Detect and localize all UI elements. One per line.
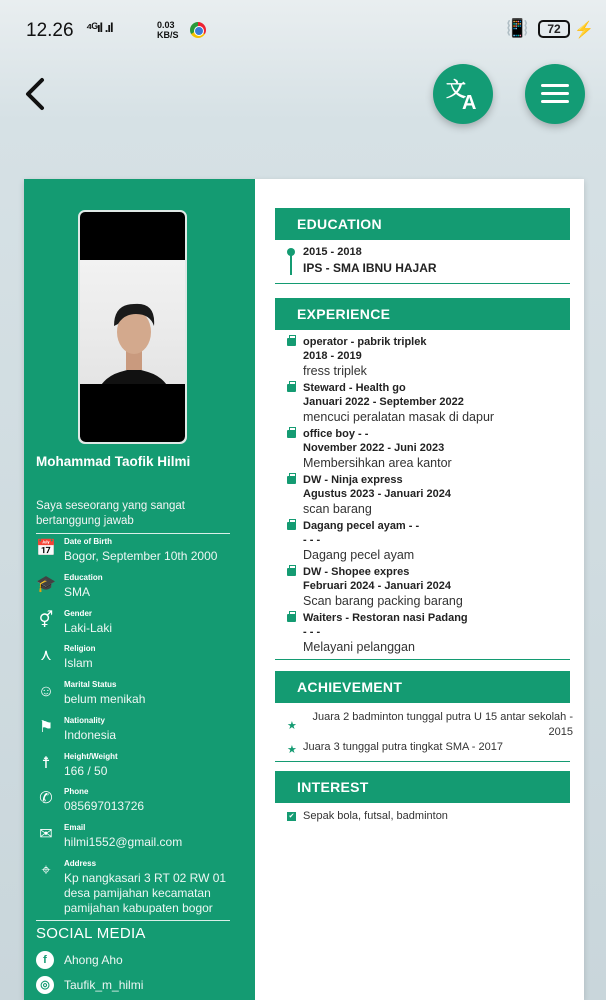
social-media-title: SOCIAL MEDIA: [36, 925, 146, 942]
network-speed: [157, 20, 179, 40]
chevron-left-icon: [20, 74, 54, 114]
hamburger-icon: [541, 84, 569, 87]
status-bar: [0, 0, 606, 60]
info-value: Indonesia: [64, 728, 117, 742]
info-label: Education: [64, 573, 103, 582]
info-value: hilmi1552@gmail.com: [64, 835, 183, 849]
network-speed-value: 0.03: [157, 20, 175, 30]
divider: [36, 920, 230, 921]
info-value: Kp nangkasari 3 RT 02 RW 01 desa pamijahan kecamatan pamijahan kabupaten bogor: [64, 871, 227, 915]
hamburger-icon-bar: [541, 100, 569, 103]
hamburger-icon-bar: [541, 92, 569, 95]
cv-document: [24, 179, 584, 1000]
marital-status-icon: ☺: [37, 683, 55, 700]
info-label: Address: [64, 859, 97, 868]
experience-period: November 2022 - Juni 2023: [303, 442, 445, 454]
info-label: Email: [64, 823, 86, 832]
info-value: Islam: [64, 656, 93, 670]
briefcase-icon: [287, 430, 296, 438]
signal-icon: ⁴ᴳıl .ıl: [86, 20, 113, 35]
section-divider: [275, 283, 570, 284]
battery-level: 72: [538, 20, 570, 38]
divider: [36, 533, 230, 534]
education-years: 2015 - 2018: [303, 246, 362, 258]
experience-desc: mencuci peralatan masak di dapur: [303, 410, 495, 424]
photo-frame-bottom: [80, 384, 185, 442]
info-label: Gender: [64, 609, 93, 618]
info-label: Religion: [64, 644, 96, 653]
experience-heading: EXPERIENCE: [275, 298, 570, 330]
info-value: SMA: [64, 585, 91, 599]
social-handle: Ahong Aho: [64, 953, 123, 967]
calendar-icon: 📅: [36, 540, 56, 557]
star-icon: ★: [287, 720, 297, 732]
info-label: Height/Weight: [64, 752, 118, 761]
info-nationality: [36, 716, 246, 750]
back-button[interactable]: [20, 74, 54, 114]
person-icon: ☨: [41, 755, 51, 772]
info-date-of-birth: [36, 537, 246, 571]
info-gender: [36, 609, 246, 643]
info-email: [36, 823, 246, 857]
info-religion: [36, 644, 246, 678]
network-speed-unit: KB/S: [157, 30, 179, 40]
svg-text:文: 文: [446, 79, 466, 101]
experience-title: office boy - -: [303, 428, 369, 440]
info-marital-status: [36, 680, 246, 714]
achievement-heading: ACHIEVEMENT: [275, 671, 570, 703]
cv-sidebar: [24, 179, 255, 1000]
experience-title: Dagang pecel ayam - -: [303, 520, 420, 532]
briefcase-icon: [287, 338, 296, 346]
info-value: Bogor, September 10th 2000: [64, 549, 218, 563]
briefcase-icon: [287, 384, 296, 392]
star-icon: ★: [287, 744, 297, 756]
profile-summary: Saya seseorang yang sangat bertanggung jawab: [36, 500, 185, 527]
info-label: Date of Birth: [64, 537, 112, 546]
svg-text:A: A: [462, 92, 477, 114]
timeline-line: [290, 251, 292, 275]
info-value: Laki-Laki: [64, 621, 113, 635]
experience-period: Agustus 2023 - Januari 2024: [303, 488, 451, 500]
experience-title: DW - Ninja express: [303, 474, 403, 486]
chrome-icon: [190, 22, 206, 38]
achievement-item: Juara 3 tunggal putra tingkat SMA - 2017: [303, 741, 503, 753]
experience-title: Steward - Health go: [303, 382, 406, 394]
section-divider: [275, 761, 570, 762]
info-height-weight: [36, 752, 246, 786]
location-icon: ⌖: [41, 862, 51, 879]
info-label: Phone: [64, 787, 89, 796]
info-label: Marital Status: [64, 680, 117, 689]
experience-title: DW - Shopee expres: [303, 566, 410, 578]
education-school: IPS - SMA IBNU HAJAR: [303, 261, 437, 275]
experience-desc: Membersihkan area kantor: [303, 456, 452, 470]
flag-icon: ⚑: [38, 719, 54, 736]
education-heading: EDUCATION: [275, 208, 570, 240]
cv-main: [255, 179, 584, 1000]
interest-heading: INTEREST: [275, 771, 570, 803]
person-name: Mohammad Taofik Hilmi: [36, 454, 191, 469]
photo-redaction: [80, 212, 185, 260]
experience-period: Februari 2024 - Januari 2024: [303, 580, 451, 592]
info-address: [36, 859, 246, 917]
status-time: 12.26: [26, 20, 74, 41]
experience-desc: Scan barang packing barang: [303, 594, 463, 608]
vibrate-mute-icon: 📳: [506, 18, 529, 38]
briefcase-icon: [287, 568, 296, 576]
social-handle: Taufik_m_hilmi: [64, 978, 144, 992]
graduation-cap-icon: 🎓: [36, 576, 56, 593]
profile-photo: [78, 210, 187, 444]
info-value: 166 / 50: [64, 764, 108, 778]
instagram-icon: ◎: [36, 976, 54, 994]
facebook-icon: f: [36, 951, 54, 969]
menu-button[interactable]: [525, 64, 585, 124]
briefcase-icon: [287, 522, 296, 530]
checkbox-icon: ✔: [288, 813, 295, 820]
experience-desc: scan barang: [303, 502, 372, 516]
info-education: [36, 573, 246, 607]
info-value: belum menikah: [64, 692, 146, 706]
info-label: Nationality: [64, 716, 105, 725]
experience-period: Januari 2022 - September 2022: [303, 396, 464, 408]
info-value: 085697013726: [64, 799, 145, 813]
experience-period: - - -: [303, 534, 321, 546]
section-divider: [275, 659, 570, 660]
email-icon: ✉: [39, 826, 53, 843]
translate-icon: [433, 64, 493, 124]
briefcase-icon: [287, 614, 296, 622]
experience-title: operator - pabrik triplek: [303, 336, 427, 348]
phone-icon: ✆: [39, 790, 53, 807]
charging-icon: ⚡: [574, 22, 594, 39]
experience-desc: Melayani pelanggan: [303, 640, 415, 654]
experience-period: - - -: [303, 626, 321, 638]
experience-desc: fress triplek: [303, 364, 367, 378]
experience-period: 2018 - 2019: [303, 350, 362, 362]
gender-icon: ⚥: [38, 612, 54, 629]
translate-button[interactable]: [433, 64, 493, 124]
briefcase-icon: [287, 476, 296, 484]
experience-desc: Dagang pecel ayam: [303, 548, 415, 562]
achievement-item: Juara 2 badminton tunggal putra U 15 antar sekolah - 2015: [312, 711, 573, 738]
interest-item: Sepak bola, futsal, badminton: [303, 810, 448, 822]
religion-icon: ⋏: [40, 647, 52, 664]
info-phone: [36, 787, 246, 821]
experience-title: Waiters - Restoran nasi Padang: [303, 612, 468, 624]
